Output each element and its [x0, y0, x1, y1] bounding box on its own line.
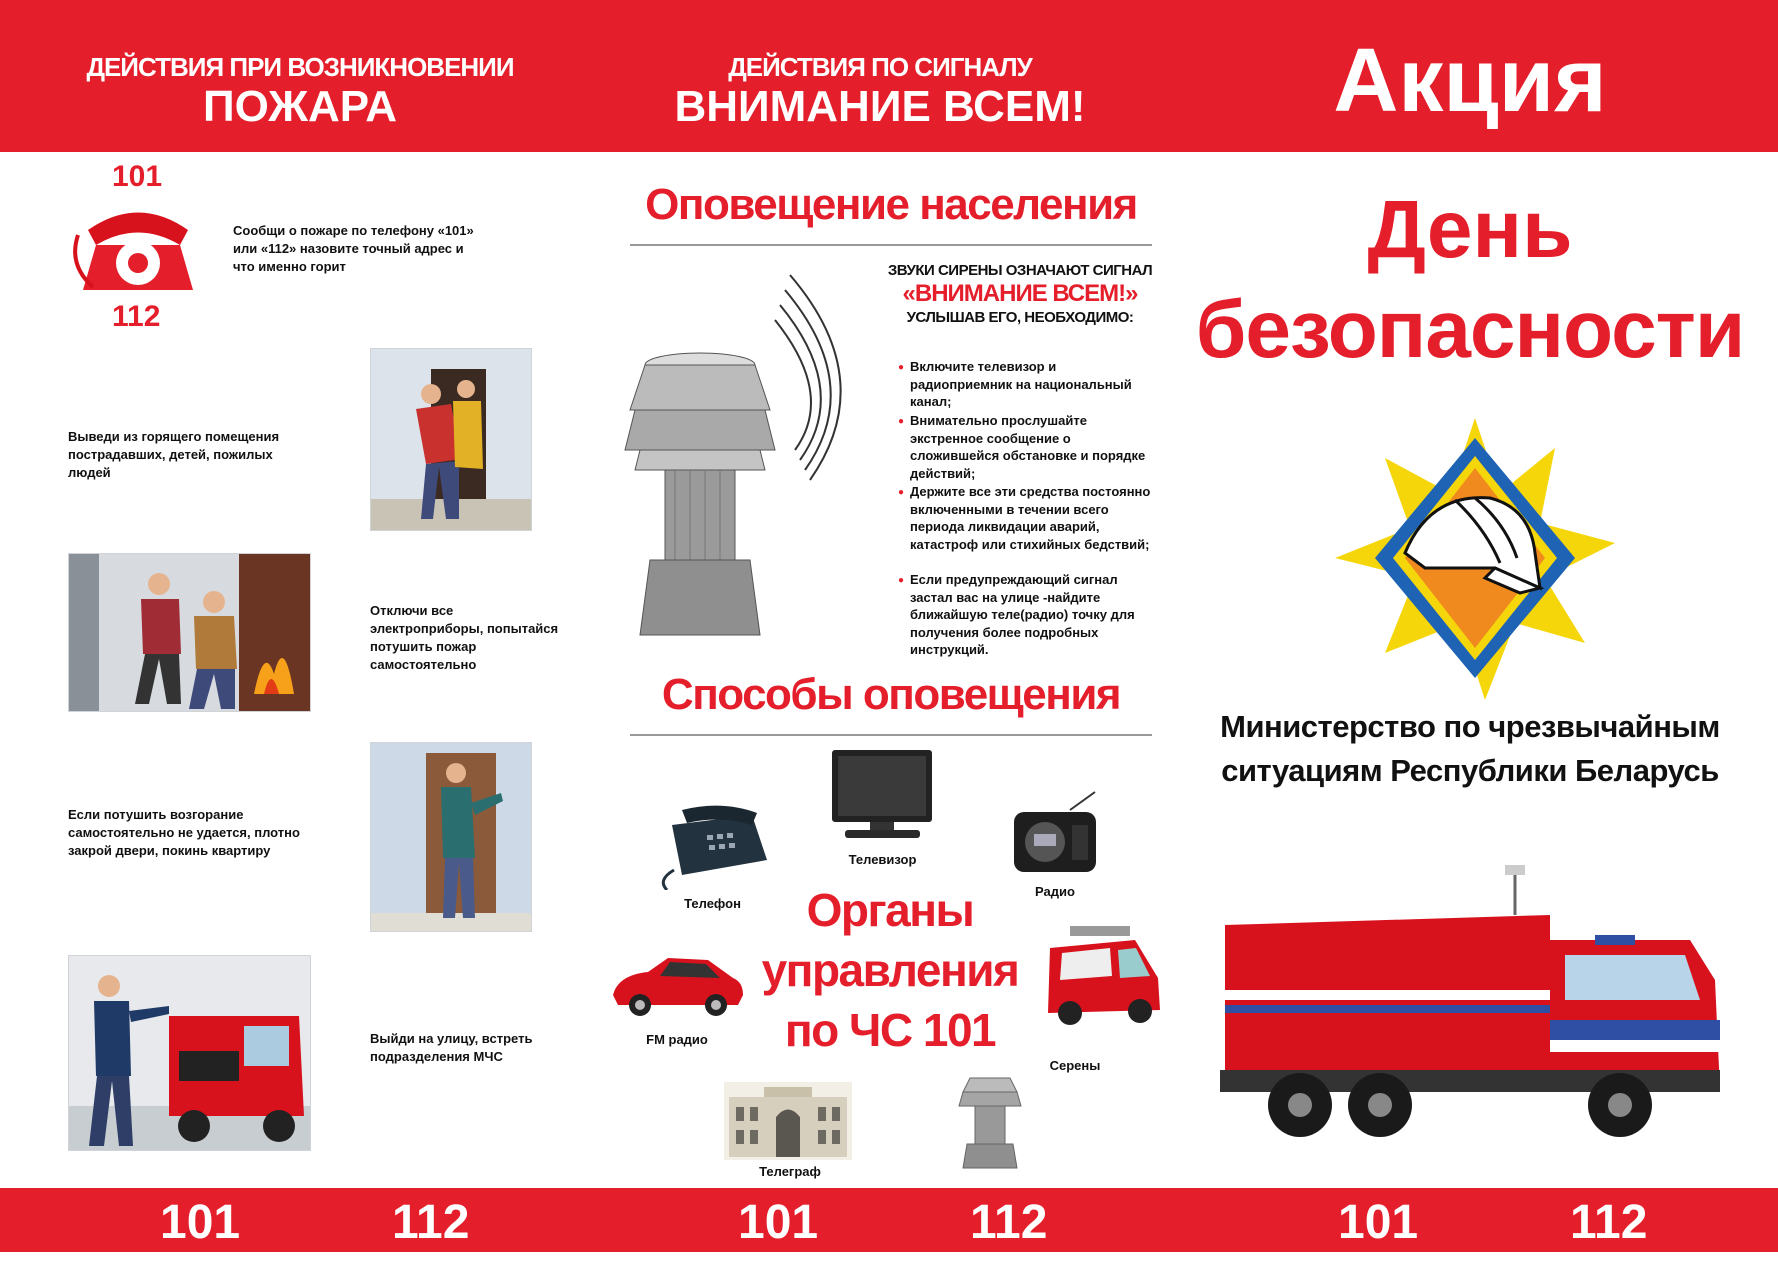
emergency-van-icon — [1040, 918, 1165, 1028]
bullet-4: ● Если предупреждающий сигнал застал вас на улице -найдите ближайшую теле(радио) точку для получения более подробных инструкций. — [910, 571, 1155, 659]
header-right: Акция — [1333, 31, 1607, 131]
footer-number-6: 112 — [1570, 1196, 1648, 1249]
meet-firefighters-image — [68, 955, 311, 1151]
footer-band — [0, 1188, 1778, 1252]
ministry-line2: ситуациям Республики Беларусь — [1221, 753, 1719, 788]
rescue-people-image — [370, 348, 532, 531]
divider-2 — [630, 734, 1152, 736]
authorities-text — [740, 880, 1040, 1060]
header-mid-line1: ДЕЙСТВИЯ ПО СИГНАЛУ — [728, 52, 1032, 82]
ministry-line1: Министерство по чрезвычайным — [1220, 709, 1720, 744]
authorities-line2: управления — [761, 944, 1019, 996]
step-meet-text: Выйди на улицу, встреть подразделения МЧС — [370, 1031, 533, 1064]
telephone-caption: Телефон — [684, 896, 741, 911]
red-telephone-icon — [68, 195, 208, 295]
notification-title: Оповещение населения — [645, 180, 1137, 229]
telegraph-building-icon — [724, 1082, 852, 1160]
header-middle — [660, 52, 1100, 131]
ministry-name — [1190, 705, 1750, 793]
authorities-line1: Органы — [806, 884, 974, 936]
close-door-image — [370, 742, 532, 932]
step-call-text: Сообщи о пожаре по телефону «101» или «112» назовите точный адрес и что именно горит — [233, 223, 474, 274]
divider-1 — [630, 244, 1152, 246]
telephone-icon — [652, 805, 772, 890]
footer-number-1: 101 — [160, 1196, 241, 1249]
bullet-3: ● Держите все эти средства постоянно включенными в течении всего периода ликвидации аварий, катастроф или стихийных бедствий; — [910, 483, 1155, 553]
radio-caption: Радио — [1035, 884, 1075, 899]
safety-day-title — [1190, 180, 1750, 380]
header-left-line2: ПОЖАРА — [202, 82, 398, 131]
header-left-line1: ДЕЙСТВИЯ ПРИ ВОЗНИКНОВЕНИИ — [86, 52, 514, 82]
step-extinguish-text: Отключи все электроприборы, попытайся потушить пожар самостоятельно — [370, 603, 559, 672]
header-mid-line2: ВНИМАНИЕ ВСЕМ! — [674, 82, 1086, 131]
step-rescue-text: Выведи из горящего помещения пострадавших, детей, пожилых людей — [68, 429, 280, 480]
footer-number-4: 112 — [970, 1196, 1048, 1249]
footer-number-2: 112 — [392, 1196, 470, 1249]
red-car-icon — [608, 950, 746, 1020]
safety-day-line2: безопасности — [1195, 284, 1745, 375]
siren-line3: УСЛЫШАВ ЕГО, НЕОБХОДИМО: — [906, 309, 1134, 326]
extinguish-fire-image — [68, 553, 311, 712]
siren-line2: «ВНИМАНИЕ ВСЕМ!» — [902, 280, 1138, 307]
radio-icon — [1010, 790, 1100, 875]
footer-number-5: 101 — [1338, 1196, 1419, 1249]
siren-image — [620, 270, 900, 640]
step-close-door-text: Если потушить возгорание самостоятельно не удается, плотно закрой двери, покинь квартиру — [68, 807, 300, 858]
methods-title: Способы оповещения — [661, 670, 1121, 719]
fm-radio-caption: FM радио — [646, 1032, 708, 1047]
siren-line1: ЗВУКИ СИРЕНЫ ОЗНАЧАЮТ СИГНАЛ — [887, 262, 1153, 279]
tv-caption: Телевизор — [848, 852, 917, 867]
phone-number-101: 101 — [112, 160, 163, 193]
safety-day-line1: День — [1367, 184, 1573, 275]
bullet-2: ● Внимательно прослушайте экстренное сообщение о сложившейся обстановке и порядке действий; — [910, 412, 1155, 482]
footer-number-3: 101 — [738, 1196, 819, 1249]
small-siren-icon — [955, 1070, 1025, 1170]
bullet-1: ● Включите телевизор и радиоприемник на национальный канал; — [910, 358, 1155, 411]
authorities-line3: по ЧС 101 — [784, 1004, 996, 1056]
telegraph-caption: Телеграф — [759, 1164, 821, 1179]
fire-truck-image — [1220, 860, 1740, 1145]
tv-icon — [830, 748, 935, 846]
siren-signal-heading — [880, 262, 1160, 326]
mchs-emblem-icon — [1335, 418, 1615, 700]
header-left — [80, 52, 520, 131]
sirens-caption: Серены — [1049, 1058, 1101, 1073]
phone-number-112: 112 — [112, 300, 161, 333]
